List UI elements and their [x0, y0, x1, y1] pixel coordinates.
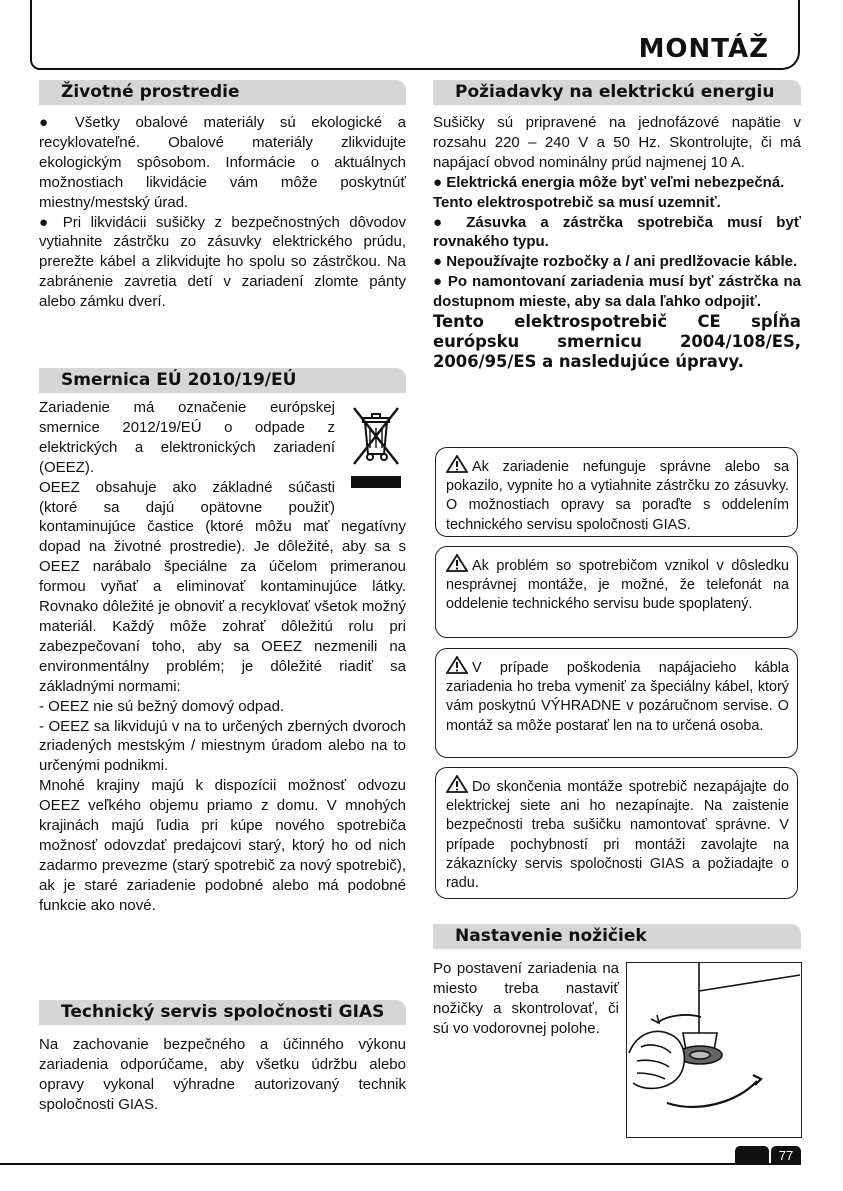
directive-intro: [39, 398, 335, 517]
warning-triangle-icon: [446, 455, 468, 473]
directive-intro-line: smernice 2012/19/EÚ o odpade z: [39, 418, 335, 436]
ce-compliance-text: Tento elektrospotrebič CE spĺňa európsku smernicu 2004/108/ES, 2006/95/ES a nasledujúce úpravy.: [433, 312, 801, 372]
feet-heading: Nastavenie nožičiek: [433, 924, 801, 949]
foot-adjustment-illustration: [626, 962, 802, 1138]
page-tab: [735, 1146, 769, 1165]
hand-turning-foot-icon: [627, 963, 800, 1136]
directive-heading: Smernica EÚ 2010/19/EÚ: [39, 368, 406, 393]
warning-box-1: [435, 447, 798, 537]
power-text: Sušičky sú pripravené na jednofázové napätie v rozsahu 220 – 240 V a 50 Hz. Skontrolujte, či má napájací obvod nominálny prúd najmenej 10 A.: [433, 114, 801, 171]
power-section: [433, 80, 801, 372]
directive-intro-line: Zariadenie má označenie európskej: [39, 399, 335, 416]
page-title: MONTÁŽ: [638, 34, 769, 64]
directive-bullet-2: - OEEZ sa likvidujú v na to určených zberných dvoroch zriadených mestským / miestnym úradom alebo na to určenými podnikmi.: [39, 717, 406, 775]
directive-intro-line: OEEZ obsahuje ako základné súčasti: [39, 478, 335, 496]
power-heading: Požiadavky na elektrickú energiu: [433, 80, 801, 105]
directive-body: kontaminujúce častice (ktoré môžu mať negatívny dopad na životné prostredie). Je dôležité, aby sa s OEEZ narábalo špeciálne za účelom primeranou formou vyňať a eliminovať kontaminujúce látky. Rovnako dôležité je obnoviť a recyklovať všetok možný materiál. Každý môže zohrať dôležitú rolu pri zabezpečovaní toho, aby sa OEEZ nezmenili na environmentálny problém; je dôležité riadiť sa základnými normami:: [39, 518, 406, 695]
directive-outro: Mnohé krajiny majú k dispozícii možnosť odvozu OEEZ veľkého objemu priamo z domu. V mnohých krajinách majú ľudia pri kúpe nového spotrebiča možnosť odovzdať predajcovi starý, ktorý ho od nich zadarmo prevezme (starý spotrebič za nový spotrebič), ak je staré zariadenie podobné alebo má podobné funkcie ako nové.: [39, 777, 406, 914]
warning-triangle-icon: [446, 554, 468, 572]
directive-intro-line: (OEEZ).: [39, 458, 94, 476]
service-heading: Technický servis spoločnosti GIAS: [39, 1000, 406, 1025]
directive-intro-line: (ktoré sa dajú opätovne použiť): [39, 498, 335, 516]
environment-heading: Životné prostredie: [39, 80, 406, 105]
environment-paragraph-2: ● Pri likvidácii sušičky z bezpečnostných dôvodov vytiahnite zástrčku zo zásuvky elektrického prúdu, prerežte kábel a zlikvidujte ho spolu so zástrčkou. Na zabránenie zavretia detí v zariadení zlomte pánty alebo zámku dverí.: [39, 213, 406, 311]
directive-bullet-1: - OEEZ nie sú bežný domový odpad.: [39, 697, 285, 715]
footer-rule: [0, 1163, 800, 1165]
power-warning-item: ● Elektrická energia môže byť veľmi nebezpečná.: [433, 173, 785, 191]
warning-triangle-icon: [446, 775, 468, 793]
environment-paragraph-1: ● Všetky obalové materiály sú ekologické a recyklovateľné. Obalové materiály zlikvidujte ekologickým spôsobom. Informácie o aktuálnych možnostiach likvidácie vám môže poskytnúť miestny/mestský úrad.: [39, 114, 406, 211]
directive-intro-line: elektrických a elektronických zariadení: [39, 438, 335, 456]
warning-text-3: V prípade poškodenia napájacieho kábla zariadenia ho treba vymeniť za špeciálny kábel, ktorý vám poskytnú VÝHRADNE v pozáručnom servise. O montáž sa môže postarať len na to určená osoba.: [446, 660, 789, 734]
feet-text: Po postavení zariadenia na miesto treba nastaviť nožičky a skontrolovať, či sú vo vodorovnej polohe.: [433, 960, 619, 1037]
page-number: 77: [771, 1146, 801, 1165]
power-warning-item: Tento elektrospotrebič sa musí uzemniť.: [433, 193, 721, 211]
weee-bin-icon: [348, 402, 404, 492]
warning-text-4: Do skončenia montáže spotrebič nezapájajte do elektrickej siete ani ho nezapínajte. Na zaistenie bezpečnosti treba sušičku namontovať správne. V prípade pochybností pri montáži zavolajte na zákaznícky servis spoločnosti GIAS a požiadajte o radu.: [446, 779, 789, 892]
power-warning-item: ● Nepoužívajte rozbočky a / ani predlžovacie káble.: [433, 253, 798, 271]
service-section: [39, 1000, 406, 1115]
warning-box-4: [435, 767, 798, 899]
warning-triangle-icon: [446, 656, 468, 674]
warning-text-2: Ak problém so spotrebičom vznikol v dôsledku nesprávnej montáže, je možné, že telefonát na oddelenie technického servisu bude spoplatený.: [446, 558, 789, 613]
warning-box-2: [435, 546, 798, 638]
power-warning-item: ● Po namontovaní zariadenia musí byť zástrčka na dostupnom mieste, aby sa dala ľahko odpojiť.: [433, 273, 801, 311]
power-warning-item: ● Zásuvka a zástrčka spotrebiča musí byť rovnakého typu.: [433, 213, 801, 251]
service-text: Na zachovanie bezpečného a účinného výkonu zariadenia odporúčame, aby všetku údržbu alebo opravy vykonal výhradne autorizovaný technik spoločnosti GIAS.: [39, 1036, 406, 1113]
environment-section: [39, 80, 406, 312]
warning-box-3: [435, 648, 798, 758]
warning-text-1: Ak zariadenie nefunguje správne alebo sa pokazilo, vypnite ho a vytiahnite zástrčku zo zásuvky. O možnostiach opravy sa poraďte s oddelením technického servisu spoločnosti GIAS.: [446, 459, 789, 533]
